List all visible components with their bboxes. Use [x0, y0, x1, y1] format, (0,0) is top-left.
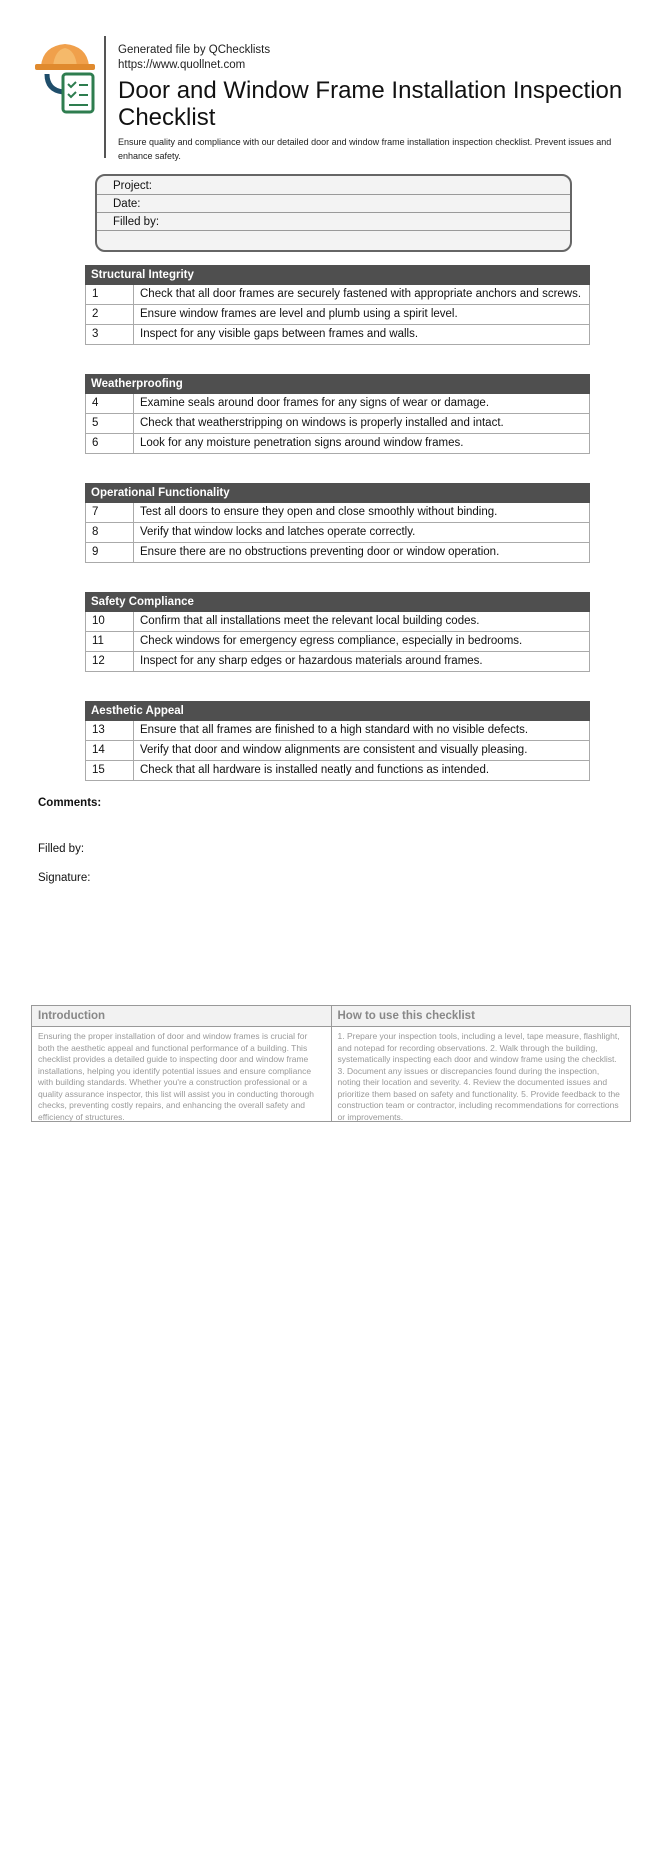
introduction-column [32, 1006, 331, 1121]
item-text: Check that weatherstripping on windows is properly installed and intact. [140, 417, 504, 429]
section-structural-integrity [85, 265, 590, 345]
item-text: Verify that door and window alignments are consistent and visually pleasing. [140, 744, 528, 756]
item-number: 3 [86, 325, 134, 344]
project-field[interactable]: Project: [97, 177, 570, 195]
introduction-heading: Introduction [32, 1006, 331, 1027]
checklist-item[interactable] [85, 523, 590, 543]
item-number: 15 [86, 761, 134, 780]
section-weatherproofing [85, 374, 590, 454]
filled-by-label: Filled by: [38, 843, 85, 855]
website-link[interactable]: https://www.quollnet.com [118, 59, 246, 71]
item-number: 12 [86, 652, 134, 671]
section-title: Safety Compliance [85, 592, 590, 612]
checklist-item[interactable] [85, 325, 590, 345]
filled-by-field[interactable]: Filled by: [97, 213, 570, 231]
checklist-item[interactable] [85, 394, 590, 414]
checklist-item[interactable] [85, 285, 590, 305]
item-number: 14 [86, 741, 134, 760]
signature-label: Signature: [38, 872, 91, 884]
item-number: 8 [86, 523, 134, 542]
checklist-item[interactable] [85, 414, 590, 434]
project-info-box [95, 174, 572, 252]
introduction-text: Ensuring the proper installation of door and window frames is crucial for both the aesthetic appeal and functional performance of a building. This checklist provides a detailed guide to inspecting door and window frame installations, helping you identify potential issues and ensure compliance with building standards. Whether you're a construction professional or a quality assurance inspector, this list will assist you in conducting thorough checks, preventing costly repairs, and enhancing the overall safety and efficiency of structures. [38, 1031, 314, 1122]
item-number: 7 [86, 503, 134, 522]
item-number: 11 [86, 632, 134, 651]
info-table [31, 1005, 631, 1122]
checklist-item[interactable] [85, 543, 590, 563]
section-title: Weatherproofing [85, 374, 590, 394]
item-text: Ensure that all frames are finished to a high standard with no visible defects. [140, 724, 529, 736]
date-field[interactable]: Date: [97, 195, 570, 213]
section-title: Structural Integrity [85, 265, 590, 285]
item-text: Verify that window locks and latches operate correctly. [140, 526, 416, 538]
item-text: Check that all hardware is installed neatly and functions as intended. [140, 764, 490, 776]
header-text [118, 43, 648, 163]
header-divider [104, 36, 106, 158]
checklist-item[interactable] [85, 632, 590, 652]
checklist-item[interactable] [85, 741, 590, 761]
item-text: Look for any moisture penetration signs around window frames. [140, 437, 464, 449]
helmet-checklist-logo-icon [33, 40, 101, 116]
generated-by-text: Generated file by QChecklists [118, 44, 271, 56]
item-text: Check windows for emergency egress compliance, especially in bedrooms. [140, 635, 523, 647]
checklist-item[interactable] [85, 434, 590, 454]
checklist-item[interactable] [85, 652, 590, 672]
document-header [33, 36, 633, 161]
how-to-column [331, 1006, 631, 1121]
how-to-text: 1. Prepare your inspection tools, including a level, tape measure, flashlight, and notepad for recording observations. 2. Walk through the building, systematically inspecting each door and window frame using the checklist. 3. Document any issues or discrepancies found during the inspection, noting their location and severity. 4. Review the documented issues and prioritize them based on safety and functionality. 5. Provide feedback to the construction team or contractor, including recommendations for corrections or improvements. [337, 1031, 620, 1122]
comments-label: Comments: [38, 797, 102, 809]
item-text: Inspect for any visible gaps between frames and walls. [140, 328, 419, 340]
item-text: Inspect for any sharp edges or hazardous materials around frames. [140, 655, 483, 667]
page-description: Ensure quality and compliance with our detailed door and window frame installation inspection checklist. Prevent issues and enhance safety. [118, 137, 612, 161]
section-aesthetic-appeal [85, 701, 590, 781]
item-number: 9 [86, 543, 134, 562]
checklist-item[interactable] [85, 612, 590, 632]
section-title: Operational Functionality [85, 483, 590, 503]
section-title: Aesthetic Appeal [85, 701, 590, 721]
checklist-item[interactable] [85, 721, 590, 741]
item-text: Examine seals around door frames for any signs of wear or damage. [140, 397, 490, 409]
checklist-item[interactable] [85, 503, 590, 523]
item-text: Test all doors to ensure they open and close smoothly without binding. [140, 506, 498, 518]
page-title: Door and Window Frame Installation Inspection Checklist [118, 77, 623, 131]
item-text: Confirm that all installations meet the relevant local building codes. [140, 615, 480, 627]
item-number: 6 [86, 434, 134, 453]
item-number: 4 [86, 394, 134, 413]
item-number: 5 [86, 414, 134, 433]
item-number: 10 [86, 612, 134, 631]
item-text: Ensure there are no obstructions preventing door or window operation. [140, 546, 500, 558]
section-safety-compliance [85, 592, 590, 672]
how-to-heading: How to use this checklist [332, 1006, 631, 1027]
section-operational-functionality [85, 483, 590, 563]
item-number: 13 [86, 721, 134, 740]
item-number: 1 [86, 285, 134, 304]
item-text: Check that all door frames are securely fastened with appropriate anchors and screws. [140, 288, 582, 300]
item-number: 2 [86, 305, 134, 324]
checklist-item[interactable] [85, 305, 590, 325]
item-text: Ensure window frames are level and plumb using a spirit level. [140, 308, 458, 320]
checklist-item[interactable] [85, 761, 590, 781]
